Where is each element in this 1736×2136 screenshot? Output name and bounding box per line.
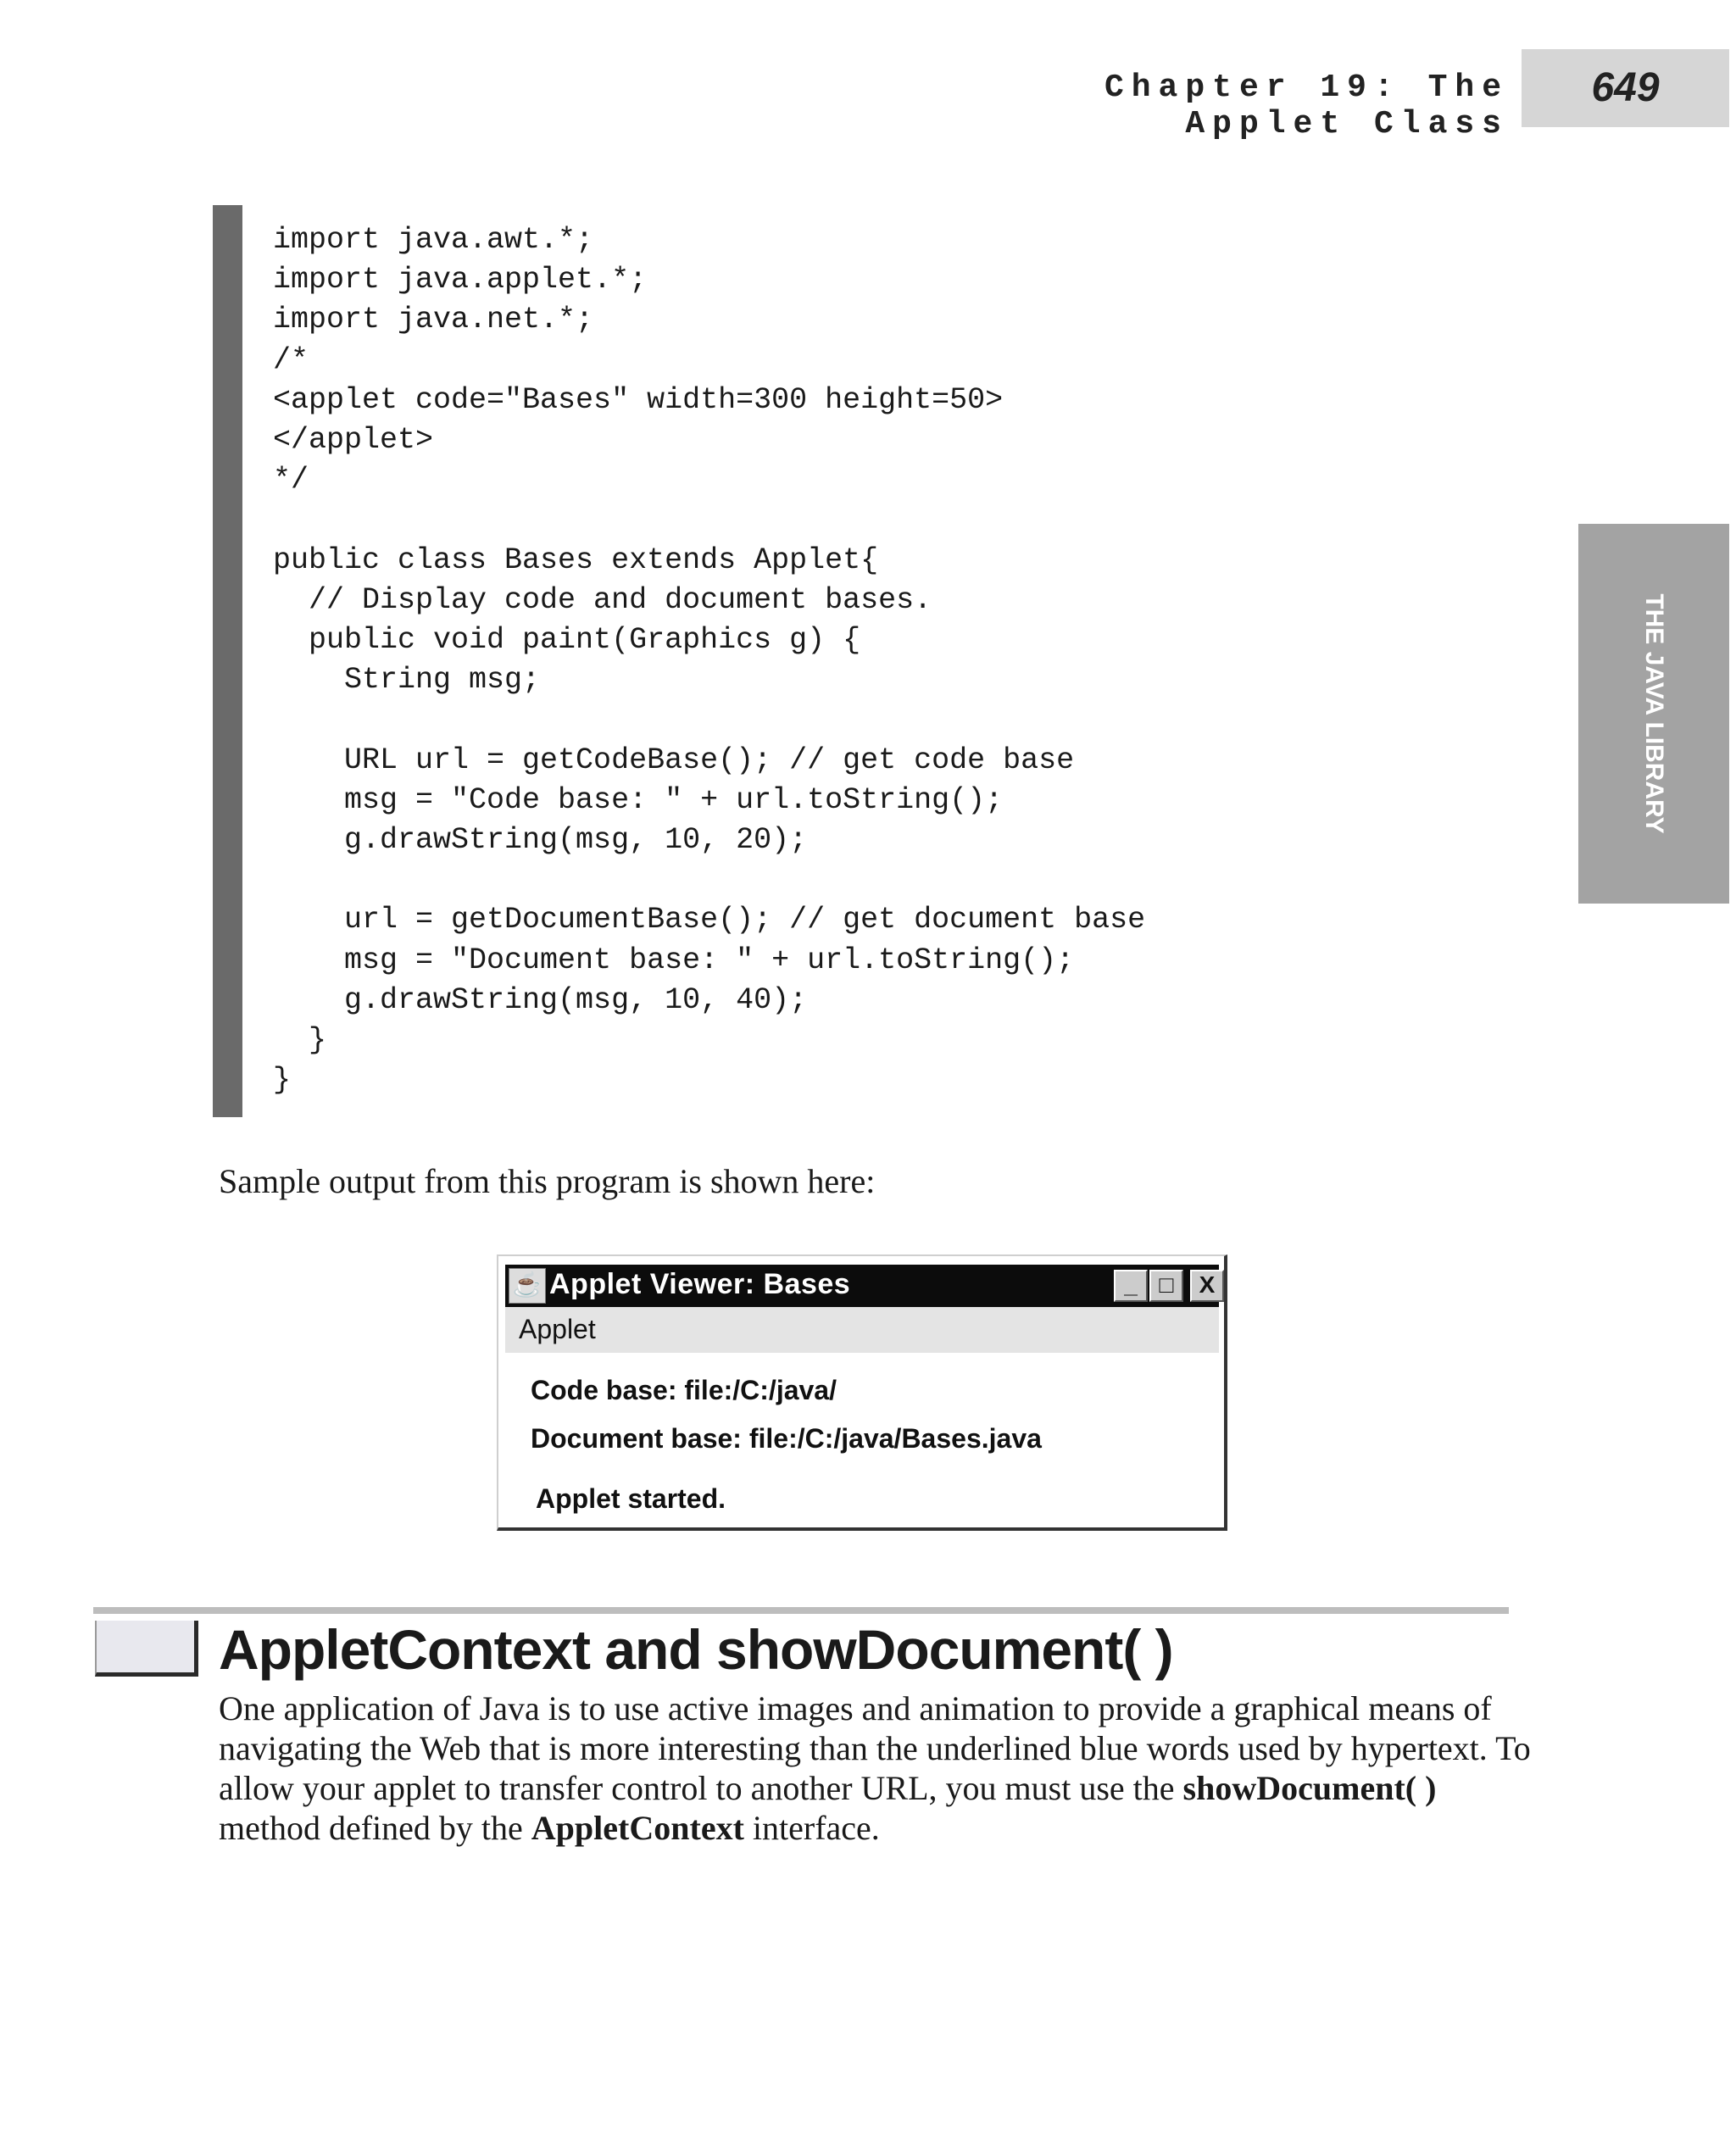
side-tab-label: THE JAVA LIBRARY — [1640, 593, 1668, 834]
method-name: showDocument( ) — [1182, 1769, 1437, 1807]
side-tab — [1578, 524, 1729, 904]
section-heading: AppletContext and showDocument( ) — [219, 1618, 1173, 1681]
running-header: Chapter 19: The Applet Class — [1104, 70, 1509, 142]
maximize-button[interactable]: □ — [1149, 1270, 1183, 1302]
body-paragraph — [219, 1688, 1541, 1848]
section-rule — [93, 1607, 1509, 1614]
document-base-output: Document base: file:/C:/java/Bases.java — [531, 1423, 1042, 1454]
text: method defined by the — [219, 1809, 531, 1847]
java-cup-icon: ☕ — [509, 1268, 546, 1304]
status-bar: Applet started. — [536, 1483, 726, 1514]
code-listing: import java.awt.*; import java.applet.*; import java.net.*; /* <applet code="Bases" width=300 height=50> </applet> */ public class Bases extends Applet{ // Display code and document bases. public void paint(Graphics g) { String msg; URL url = getCodeBase(); // get code base msg = "Code base: " + url.toString(); g.drawString(msg, 10, 20); url = getDocumentBase(); // get document base msg = "Document base: " + url.toString(); g.drawString(msg, 10, 40); } } — [273, 223, 1146, 1098]
page-number: 649 — [1591, 65, 1660, 110]
menu-bar — [505, 1307, 1219, 1353]
text: One application of Java is to use active images and animation to provide a graphical means of navigating the Web that is more interesting than the underlined blue words used by hypertext. To allow your applet to transfer control to another URL, you must use the — [219, 1689, 1531, 1807]
sample-intro: Sample output from this program is shown here: — [219, 1162, 876, 1200]
window-title: Applet Viewer: Bases — [549, 1268, 851, 1300]
text: interface. — [743, 1809, 880, 1847]
close-button[interactable]: X — [1190, 1270, 1224, 1302]
code-margin-bar — [213, 205, 242, 1117]
applet-viewer-window — [497, 1254, 1227, 1531]
section-marker-box — [95, 1621, 198, 1677]
menu-applet[interactable]: Applet — [519, 1314, 596, 1344]
interface-name: AppletContext — [531, 1809, 744, 1847]
minimize-button[interactable]: _ — [1114, 1270, 1148, 1302]
page-number-box — [1522, 49, 1729, 127]
code-base-output: Code base: file:/C:/java/ — [531, 1375, 837, 1405]
title-bar[interactable] — [505, 1265, 1219, 1307]
